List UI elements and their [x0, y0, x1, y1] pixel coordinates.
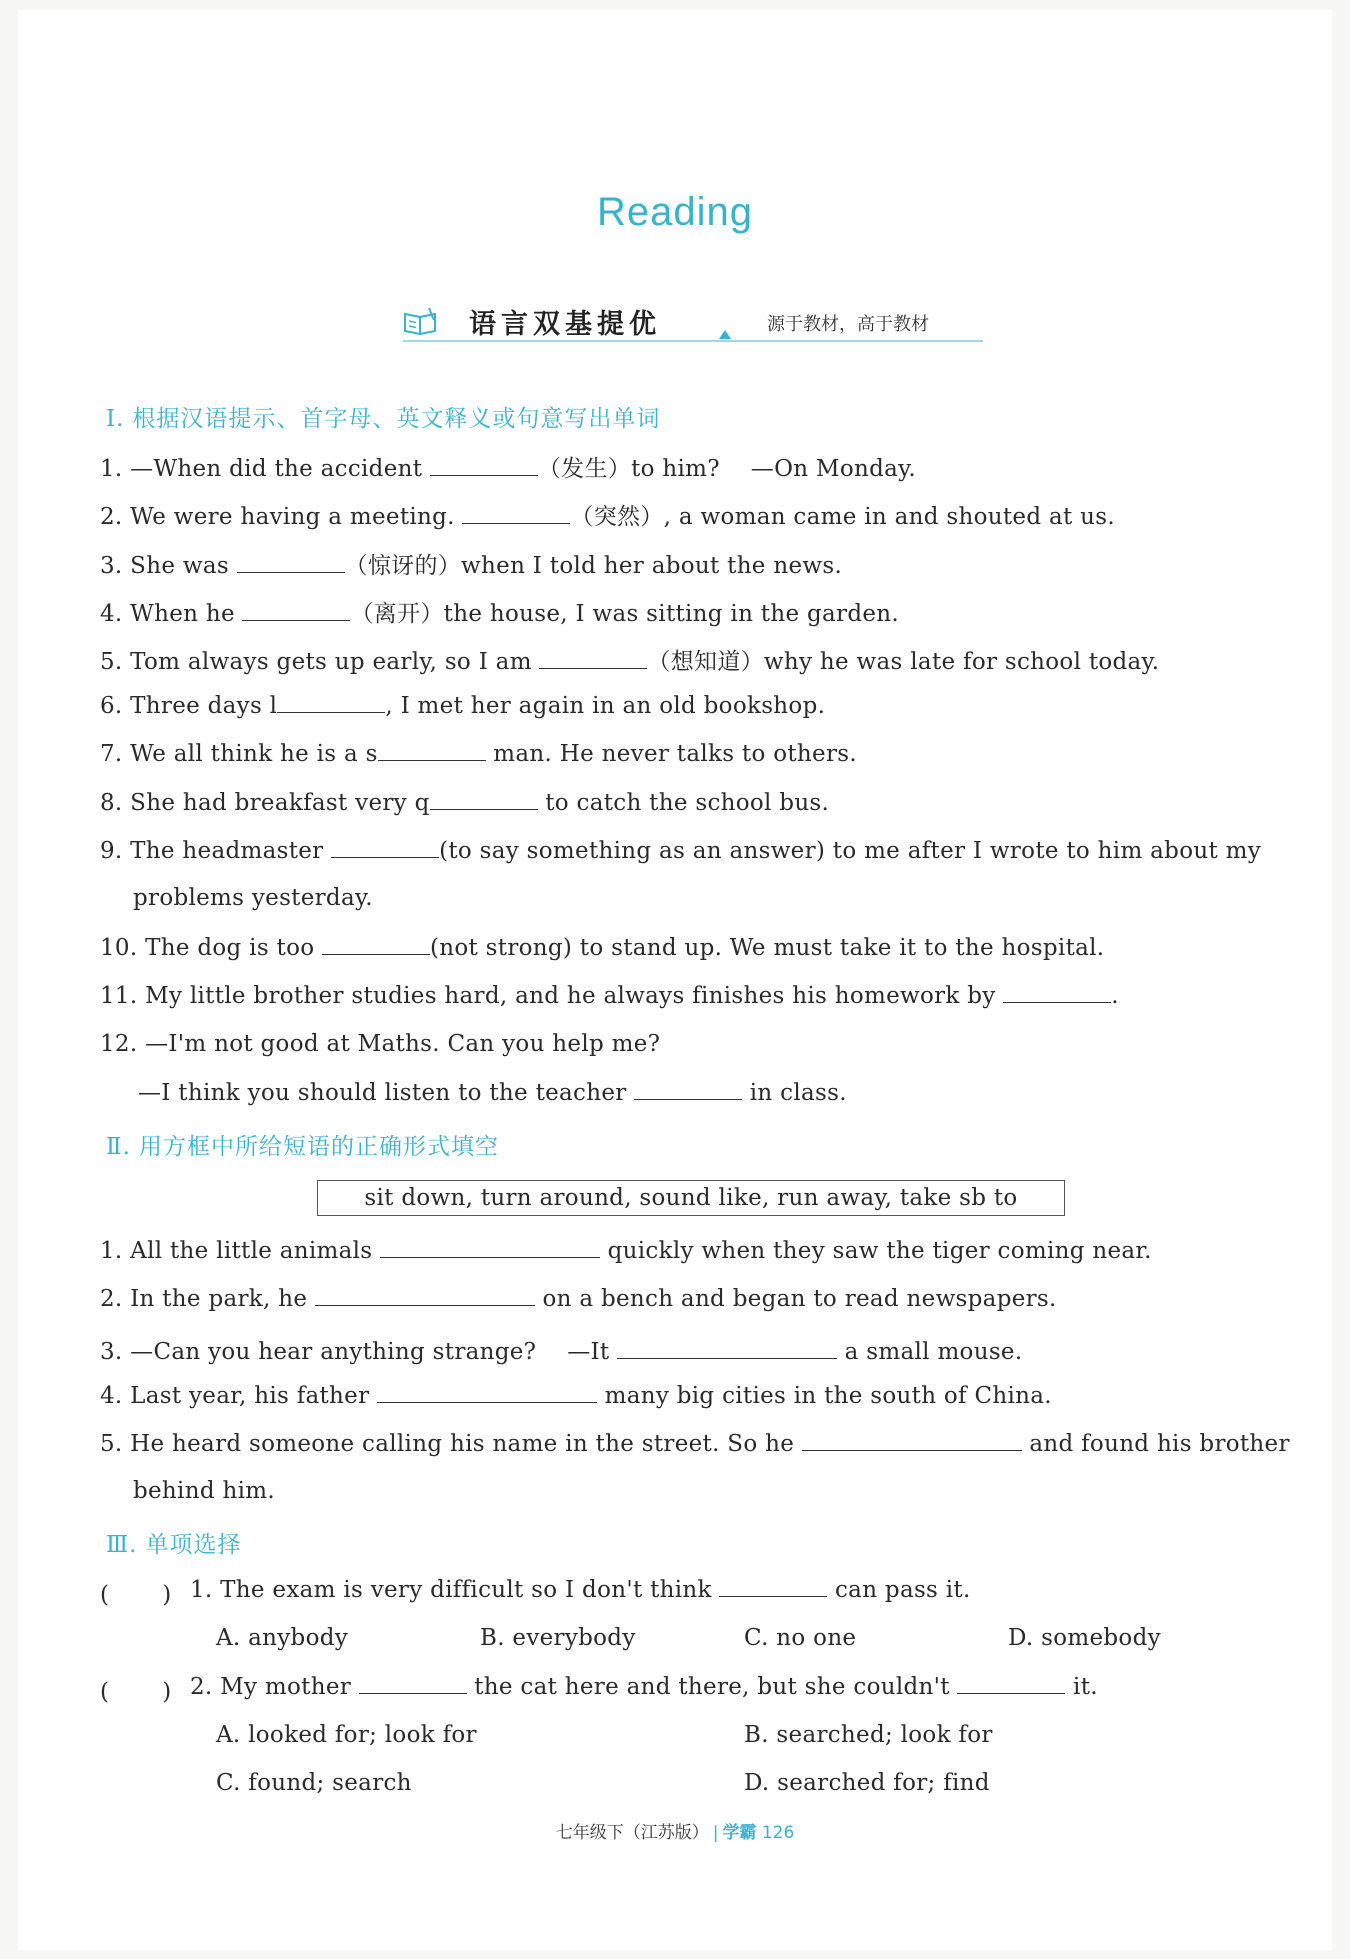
page-number: 126	[761, 1823, 795, 1843]
answer-blank[interactable]	[377, 1382, 597, 1403]
answer-blank[interactable]	[462, 503, 570, 524]
answer-blank[interactable]	[1003, 982, 1111, 1003]
question-3-1: 1. The exam is very difficult so I don't think can pass it.	[190, 1577, 971, 1603]
question-1-4: 4. When he （离开）the house, I was sitting in the garden.	[100, 601, 899, 627]
answer-bracket-1[interactable]: ( )	[100, 1582, 172, 1608]
answer-blank[interactable]	[237, 552, 345, 573]
question-2-3: 3. —Can you hear anything strange? —It a small mouse.	[100, 1339, 1023, 1365]
question-3-2: 2. My mother the cat here and there, but she couldn't it.	[190, 1674, 1098, 1700]
page-footer	[18, 1818, 1332, 1843]
book-pencil-icon	[403, 306, 439, 336]
question-1-12: 12. —I'm not good at Maths. Can you help me?	[100, 1031, 661, 1057]
option-3-1-d[interactable]: D. somebody	[1008, 1625, 1161, 1651]
section-1-title: 根据汉语提示、首字母、英文释义或句意写出单词	[132, 406, 661, 432]
question-1-11: 11. My little brother studies hard, and he always finishes his homework by .	[100, 983, 1119, 1009]
option-3-1-c[interactable]: C. no one	[744, 1625, 857, 1651]
section-2-title: 用方框中所给短语的正确形式填空	[138, 1134, 499, 1160]
question-1-9-continued: problems yesterday.	[133, 885, 373, 911]
page-title: Reading	[596, 190, 753, 234]
section-2-heading	[106, 1128, 499, 1161]
banner-triangle	[719, 330, 731, 339]
answer-blank[interactable]	[242, 600, 350, 621]
footer-grade: 七年级下（江苏版）	[555, 1823, 709, 1843]
section-2-number: Ⅱ.	[106, 1134, 131, 1160]
footer-divider: |	[712, 1823, 719, 1843]
answer-blank[interactable]	[322, 934, 430, 955]
banner-underline	[403, 340, 983, 342]
section-1-heading	[106, 400, 660, 433]
answer-blank[interactable]	[359, 1673, 467, 1694]
question-1-8: 8. She had breakfast very q to catch the school bus.	[100, 790, 830, 816]
option-3-2-a[interactable]: A. looked for; look for	[216, 1722, 477, 1748]
option-3-2-b[interactable]: B. searched; look for	[744, 1722, 993, 1748]
question-1-6: 6. Three days l , I met her again in an old bookshop.	[100, 693, 826, 719]
question-2-4: 4. Last year, his father many big cities in the south of China.	[100, 1383, 1052, 1409]
answer-blank[interactable]	[634, 1079, 742, 1100]
answer-blank[interactable]	[802, 1430, 1022, 1451]
section-banner	[403, 302, 983, 342]
answer-bracket-2[interactable]: ( )	[100, 1679, 172, 1705]
option-3-1-b[interactable]: B. everybody	[480, 1625, 636, 1651]
answer-blank[interactable]	[617, 1338, 837, 1359]
footer-brand: 学霸	[722, 1823, 757, 1843]
answer-blank[interactable]	[277, 692, 385, 713]
answer-blank[interactable]	[315, 1285, 535, 1306]
answer-blank[interactable]	[380, 1237, 600, 1258]
question-1-3: 3. She was （惊讶的）when I told her about the news.	[100, 553, 843, 579]
answer-blank[interactable]	[719, 1576, 827, 1597]
question-2-2: 2. In the park, he on a bench and began to read newspapers.	[100, 1286, 1057, 1312]
worksheet-page	[18, 10, 1332, 1950]
question-1-7: 7. We all think he is a s man. He never talks to others.	[100, 741, 857, 767]
section-1-number: Ⅰ.	[106, 406, 125, 432]
answer-blank[interactable]	[378, 740, 486, 761]
answer-blank[interactable]	[430, 789, 538, 810]
question-1-12-reply: —I think you should listen to the teacher in class.	[138, 1080, 847, 1106]
question-2-5-continued: behind him.	[133, 1478, 275, 1504]
question-1-9: 9. The headmaster (to say something as an answer) to me after I wrote to him about my	[100, 838, 1262, 864]
option-3-2-c[interactable]: C. found; search	[216, 1770, 412, 1796]
question-1-1: 1. —When did the accident （发生）to him? —On Monday.	[100, 456, 916, 482]
question-1-2: 2. We were having a meeting. （突然）, a woman came in and shouted at us.	[100, 504, 1115, 530]
question-1-5: 5. Tom always gets up early, so I am （想知道）why he was late for school today.	[100, 649, 1160, 675]
section-3-title: 单项选择	[145, 1532, 242, 1558]
answer-blank[interactable]	[539, 648, 647, 669]
question-2-5: 5. He heard someone calling his name in the street. So he and found his brother	[100, 1431, 1290, 1457]
option-3-2-d[interactable]: D. searched for; find	[744, 1770, 990, 1796]
question-1-10: 10. The dog is too (not strong) to stand up. We must take it to the hospital.	[100, 935, 1105, 961]
question-2-1: 1. All the little animals quickly when they saw the tiger coming near.	[100, 1238, 1152, 1264]
banner-heading: 语言双基提优	[469, 309, 661, 340]
phrase-box: sit down, turn around, sound like, run away, take sb to	[317, 1180, 1065, 1216]
section-3-number: Ⅲ.	[106, 1532, 138, 1558]
option-3-1-a[interactable]: A. anybody	[216, 1625, 349, 1651]
banner-subheading: 源于教材，高于教材	[767, 314, 929, 335]
answer-blank[interactable]	[430, 455, 538, 476]
answer-blank[interactable]	[957, 1673, 1065, 1694]
answer-blank[interactable]	[331, 837, 439, 858]
section-3-heading	[106, 1526, 242, 1559]
